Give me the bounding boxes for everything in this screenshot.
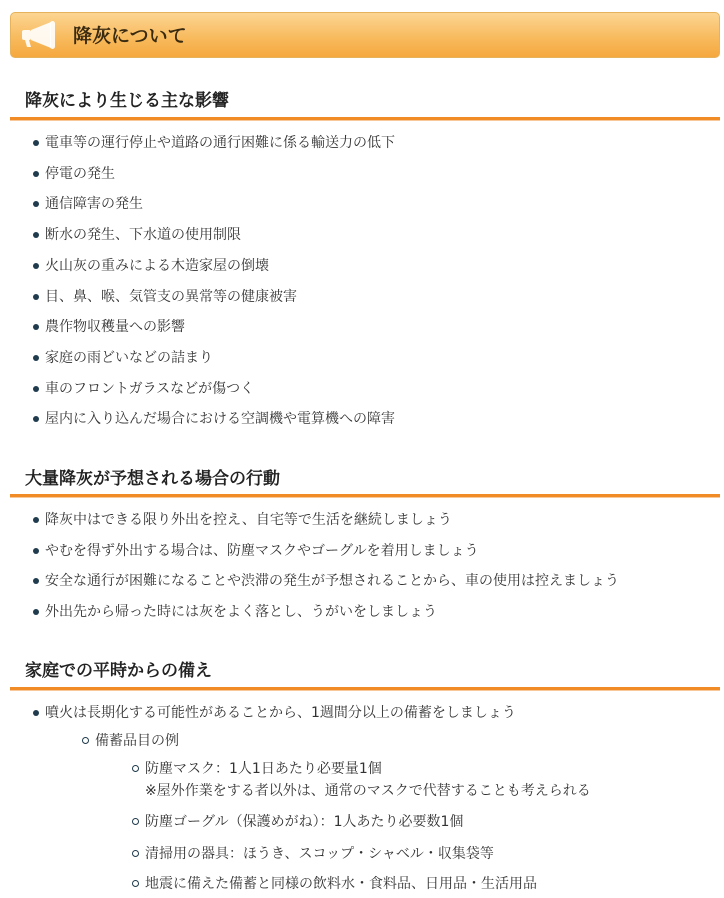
circle-bullet-icon bbox=[132, 880, 139, 887]
bullet-icon bbox=[33, 171, 39, 177]
bullet-icon bbox=[33, 517, 39, 523]
sub-item: 防塵マスク：1人1日あたり必要量1個 bbox=[145, 761, 382, 777]
list-item: 屋内に入り込んだ場合における空調機や電算機への障害 bbox=[0, 409, 724, 431]
list-item: 外出先から帰った時には灰をよく落とし、うがいをしましょう bbox=[0, 602, 724, 624]
section-rule bbox=[10, 117, 720, 121]
bullet-icon bbox=[33, 263, 39, 269]
bullet-icon bbox=[33, 140, 39, 146]
bullet-icon bbox=[33, 201, 39, 207]
list-item: 電車等の運行停止や道路の通行困難に係る輸送力の低下 bbox=[0, 133, 724, 155]
bullet-icon bbox=[33, 324, 39, 330]
sub-item-note: ※屋外作業をする者以外は、通常のマスクで代替することも考えられる bbox=[145, 783, 591, 799]
list-item: 安全な通行が困難になることや渋滞の発生が予想されることから、車の使用は控えましょう bbox=[0, 571, 724, 593]
list-item: 停電の発生 bbox=[0, 164, 724, 186]
sub-item: 地震に備えた備蓄と同様の飲料水・食料品、日用品・生活用品 bbox=[145, 876, 537, 892]
bullet-icon bbox=[33, 232, 39, 238]
list-item: 車のフロントガラスなどが傷つく bbox=[0, 379, 724, 401]
circle-bullet-icon bbox=[132, 818, 139, 825]
list-item: 火山灰の重みによる木造家屋の倒壊 bbox=[0, 256, 724, 278]
bullet-icon bbox=[33, 386, 39, 392]
bullet-icon bbox=[33, 578, 39, 584]
bullet-icon bbox=[33, 416, 39, 422]
list-item: 目、鼻、喉、気管支の異常等の健康被害 bbox=[0, 287, 724, 309]
circle-bullet-icon bbox=[82, 737, 89, 744]
megaphone-icon bbox=[19, 20, 65, 50]
section-rule bbox=[10, 494, 720, 498]
list-item: 噴火は長期化する可能性があることから、1週間分以上の備蓄をしましょう bbox=[0, 703, 724, 725]
page-title-bar bbox=[10, 12, 720, 58]
sub-heading: 備蓄品目の例 bbox=[95, 733, 179, 749]
page-title: 降灰について bbox=[73, 25, 187, 47]
bullet-icon bbox=[33, 609, 39, 615]
sub-item: 防塵ゴーグル（保護めがね）：1人あたり必要数1個 bbox=[145, 814, 464, 830]
bullet-icon bbox=[33, 548, 39, 554]
sub-item: 清掃用の器具：ほうき、スコップ・シャベル・収集袋等 bbox=[145, 846, 494, 862]
list-item: 降灰中はできる限り外出を控え、自宅等で生活を継続しましょう bbox=[0, 510, 724, 532]
section-rule bbox=[10, 687, 720, 691]
list-item: やむを得ず外出する場合は、防塵マスクやゴーグルを着用しましょう bbox=[0, 541, 724, 563]
circle-bullet-icon bbox=[132, 850, 139, 857]
list-item: 家庭の雨どいなどの詰まり bbox=[0, 348, 724, 370]
list-item: 農作物収穫量への影響 bbox=[0, 317, 724, 339]
bullet-icon bbox=[33, 355, 39, 361]
circle-bullet-icon bbox=[132, 765, 139, 772]
list-item: 断水の発生、下水道の使用制限 bbox=[0, 225, 724, 247]
bullet-icon bbox=[33, 294, 39, 300]
list-item: 通信障害の発生 bbox=[0, 194, 724, 216]
bullet-icon bbox=[33, 710, 39, 716]
